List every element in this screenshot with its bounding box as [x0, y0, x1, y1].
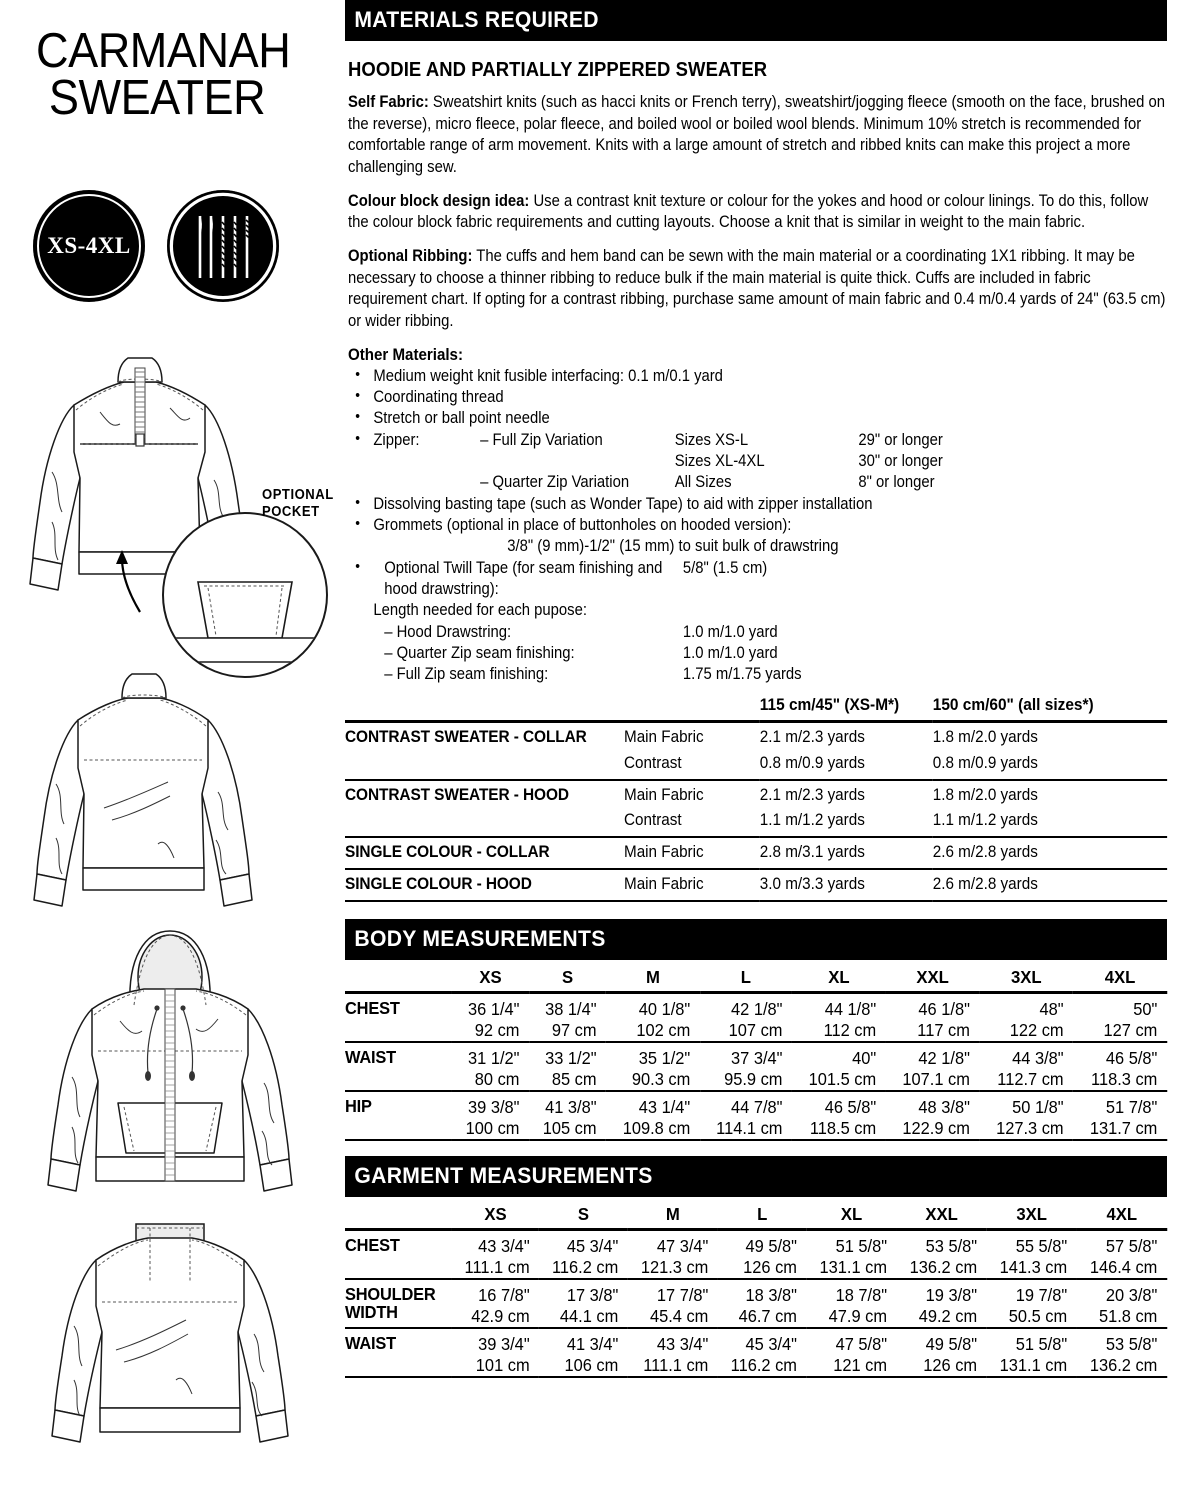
- content-column: [345, 0, 1167, 1383]
- section-subheading: HOODIE AND PARTIALLY ZIPPERED SWEATER: [348, 58, 768, 81]
- cm-value: 51.8 cm: [1098, 1305, 1158, 1326]
- body-cell: [1073, 1091, 1167, 1140]
- inch-value: 49 5/8": [745, 1235, 797, 1256]
- cm-value: 127 cm: [1103, 1019, 1158, 1040]
- hoodie-front-illustration: [0, 925, 340, 1205]
- size-range-badge: [33, 190, 145, 302]
- body-cell: [979, 1091, 1073, 1140]
- inch-value: 39 3/4": [478, 1333, 530, 1354]
- twill-purpose: – Full Zip seam finishing:: [384, 665, 549, 684]
- list-item: • Dissolving basting tape (such as Wonder Tape) to aid with zipper installation: [348, 494, 1170, 515]
- fabric-header-115: 115 cm/45" (XS-M*): [759, 695, 900, 715]
- twill-length-row: [373, 622, 1170, 643]
- body-size-header: S: [561, 966, 574, 987]
- body-cell: [700, 1091, 792, 1140]
- inch-value: 42 1/8": [731, 998, 783, 1019]
- other-materials-list: [348, 366, 1170, 686]
- fabric-header-kind: [624, 695, 760, 721]
- table-row: [345, 780, 1167, 811]
- cm-value: 114.1 cm: [716, 1117, 783, 1138]
- garment-size-header: 3XL: [1016, 1203, 1048, 1224]
- garment-cell: [628, 1328, 718, 1377]
- garment-cell: [539, 1279, 628, 1328]
- fabric-row-category: CONTRAST SWEATER - HOOD: [345, 780, 624, 837]
- cm-value: 126 cm: [743, 1256, 797, 1277]
- body-cell: [792, 1091, 886, 1140]
- fabric-cell-kind: Main Fabric: [624, 869, 760, 901]
- other-materials-heading: Other Materials:: [348, 344, 463, 364]
- body-size-header: XL: [828, 966, 850, 987]
- callout-line-1: OPTIONAL: [262, 487, 334, 503]
- inch-value: 55 5/8": [1015, 1235, 1068, 1256]
- fabric-cell-150: 2.6 m/2.8 yards: [933, 869, 1167, 901]
- inch-value: 42 1/8": [918, 1047, 970, 1068]
- optional-ribbing-label: Optional Ribbing:: [348, 246, 473, 265]
- twill-length-intro: Length needed for each pupose:: [373, 601, 587, 620]
- twill-length-row: [373, 664, 1170, 685]
- cm-value: 95.9 cm: [724, 1068, 783, 1089]
- body-cell: [886, 992, 980, 1041]
- body-measurements-table: [345, 962, 1167, 1146]
- list-item-grommets: [348, 515, 1170, 558]
- inch-value: 43 3/4": [656, 1333, 709, 1354]
- garment-cell: [897, 1279, 987, 1328]
- cm-value: 85 cm: [551, 1068, 597, 1089]
- cm-value: 45.4 cm: [649, 1305, 709, 1326]
- garment-cell: [539, 1229, 628, 1278]
- list-item: • Coordinating thread: [348, 387, 1170, 408]
- fabric-cell-kind: Contrast: [624, 754, 682, 773]
- table-row: [345, 722, 1167, 753]
- cm-value: 122 cm: [1009, 1019, 1064, 1040]
- cm-value: 100 cm: [465, 1117, 520, 1138]
- inch-value: 48": [1039, 998, 1064, 1019]
- cm-value: 109.8 cm: [622, 1117, 691, 1138]
- inch-value: 18 3/8": [745, 1284, 797, 1305]
- cm-value: 101.5 cm: [808, 1068, 877, 1089]
- garment-size-header: XS: [484, 1203, 507, 1224]
- inch-value: 39 3/8": [468, 1096, 520, 1117]
- table-row: [345, 1279, 1167, 1328]
- zipper-label-blank: [373, 451, 480, 472]
- inch-value: 43 1/4": [638, 1096, 691, 1117]
- garment-cell: [452, 1279, 539, 1328]
- inch-value: 44 7/8": [731, 1096, 783, 1117]
- inch-value: 38 1/4": [545, 998, 597, 1019]
- callout-line-2: POCKET: [262, 503, 320, 520]
- fabric-cell-115: 2.1 m/2.3 yards: [760, 722, 933, 753]
- table-row: [345, 1328, 1167, 1377]
- twill-tape-size: 5/8" (1.5 cm): [682, 558, 768, 577]
- garment-cell: [897, 1229, 987, 1278]
- inch-value: 50": [1133, 998, 1158, 1019]
- inch-value: 44 1/8": [824, 998, 877, 1019]
- body-cell: [452, 1042, 529, 1091]
- zipper-label: • Zipper:: [373, 430, 420, 449]
- inch-value: 57 5/8": [1105, 1235, 1158, 1256]
- cm-value: 112 cm: [823, 1019, 877, 1040]
- cm-value: 121.3 cm: [640, 1256, 709, 1277]
- fabric-cell-kind: Main Fabric: [624, 780, 760, 811]
- cm-value: 126 cm: [923, 1354, 978, 1375]
- brand-line-2: SWEATER: [48, 70, 266, 125]
- table-row: [345, 837, 1167, 869]
- body-size-header: 3XL: [1010, 966, 1042, 987]
- garment-row-label: CHEST: [345, 1229, 452, 1278]
- table-bottom-rule: [345, 901, 1167, 905]
- cm-value: 47.9 cm: [828, 1305, 888, 1326]
- inch-value: 17 3/8": [566, 1284, 619, 1305]
- paragraph-self-fabric: [348, 92, 1170, 179]
- body-size-blank: [345, 962, 452, 993]
- cm-value: 122.9 cm: [902, 1117, 970, 1138]
- table-header-row: [345, 962, 1167, 993]
- materials-required-header: MATERIALS REQUIRED: [345, 0, 1167, 41]
- fabric-header-blank: [345, 695, 624, 721]
- list-item-zipper: [348, 430, 1170, 494]
- inch-value: 45 3/4": [566, 1235, 619, 1256]
- garment-cell: [628, 1229, 718, 1278]
- table-row: [345, 869, 1167, 901]
- fabric-row-category: CONTRAST SWEATER - COLLAR: [345, 722, 624, 780]
- optional-pocket-callout: [262, 487, 334, 520]
- table-header-row: [345, 1199, 1167, 1230]
- inch-value: 17 7/8": [656, 1284, 709, 1305]
- garment-size-blank: [345, 1199, 452, 1230]
- brand-line-1: CARMANAH: [36, 24, 291, 78]
- self-fabric-label: Self Fabric:: [348, 93, 429, 111]
- grommets-label: • Grommets (optional in place of buttonholes on hooded version):: [373, 515, 792, 534]
- inch-value: 19 3/8": [925, 1284, 978, 1305]
- body-measurements-bar-wrap: [345, 919, 1167, 960]
- body-cell: [1073, 1042, 1167, 1091]
- inch-value: 31 1/2": [468, 1047, 520, 1068]
- inch-value: 45 3/4": [745, 1333, 797, 1354]
- body-cell: [606, 1042, 700, 1091]
- full-zipper-detail: [165, 989, 175, 1181]
- garment-size-header: XL: [840, 1203, 863, 1224]
- body-cell: [792, 992, 886, 1041]
- twill-purpose: – Hood Drawstring:: [384, 622, 512, 641]
- garment-cell: [718, 1279, 807, 1328]
- cm-value: 102 cm: [636, 1019, 691, 1040]
- fabric-cell-150: 1.8 m/2.0 yards: [933, 780, 1167, 811]
- cm-value: 112.7 cm: [997, 1068, 1064, 1089]
- cm-value: 131.7 cm: [1089, 1117, 1158, 1138]
- body-cell: [452, 1091, 529, 1140]
- garment-size-header: L: [757, 1203, 768, 1224]
- cm-value: 116.2 cm: [730, 1354, 797, 1375]
- inch-value: 41 3/8": [545, 1096, 597, 1117]
- garment-cell: [1077, 1279, 1167, 1328]
- inch-value: 50 1/8": [1012, 1096, 1064, 1117]
- cm-value: 44.1 cm: [559, 1305, 619, 1326]
- cm-value: 80 cm: [474, 1068, 520, 1089]
- cm-value: 90.3 cm: [631, 1068, 691, 1089]
- zipper-sizes: All Sizes: [674, 473, 732, 492]
- table-row: [345, 1042, 1167, 1091]
- inch-value: 51 5/8": [835, 1235, 888, 1256]
- cm-value: 50.5 cm: [1008, 1305, 1068, 1326]
- twill-length-row: [373, 643, 1170, 664]
- zipper-variation: [480, 451, 675, 472]
- size-range-label: XS-4XL: [47, 233, 131, 258]
- twill-value: 1.0 m/1.0 yard: [682, 622, 778, 641]
- body-cell: [700, 992, 792, 1041]
- inch-value: 49 5/8": [925, 1333, 978, 1354]
- body-cell: [529, 1091, 606, 1140]
- table-row: [345, 992, 1167, 1041]
- garment-cell: [897, 1328, 987, 1377]
- paragraph-optional-ribbing: [348, 246, 1170, 333]
- inch-value: 41 3/4": [566, 1333, 619, 1354]
- zipper-sizes: Sizes XL-4XL: [674, 451, 765, 470]
- list-item: • Stretch or ball point needle: [348, 408, 1170, 429]
- cm-value: 42.9 cm: [471, 1305, 530, 1326]
- body-cell: [606, 1091, 700, 1140]
- garment-cell: [452, 1328, 539, 1377]
- fabric-cell-115: 2.1 m/2.3 yards: [760, 780, 933, 811]
- inch-value: 46 5/8": [824, 1096, 877, 1117]
- fabric-header-150: 150 cm/60" (all sizes*): [932, 695, 1094, 715]
- garment-cell: [987, 1229, 1077, 1278]
- table-bottom-rule: [345, 1377, 1167, 1383]
- body-row-label: HIP: [345, 1091, 452, 1140]
- self-fabric-text: Sweatshirt knits (such as hacci knits or French terry), sweatshirt/jogging fleece (smooth on the face, brushed on the reverse), micro fleece, polar fleece, and boiled wool or boiled wool blends. Minimum 10% stretch is recommended for comfortable range of arm movement. Knits with a large amount of stretch and ribbed knits can make this project a more challenging sew.: [348, 93, 1166, 176]
- inch-value: 46 5/8": [1105, 1047, 1158, 1068]
- twill-tape-label: • Optional Twill Tape (for seam finishing and hood drawstring):: [384, 558, 663, 598]
- garment-cell: [807, 1328, 897, 1377]
- cm-value: 92 cm: [474, 1019, 520, 1040]
- inch-value: 53 5/8": [1105, 1333, 1158, 1354]
- inch-value: 20 3/8": [1105, 1284, 1158, 1305]
- fabric-cell-kind: Main Fabric: [624, 722, 760, 753]
- fabric-cell-150: 1.8 m/2.0 yards: [933, 722, 1167, 753]
- body-cell: [886, 1042, 980, 1091]
- cm-value: 141.3 cm: [999, 1256, 1068, 1277]
- colour-block-text: Use a contrast knit texture or colour for the yokes and hood or colour linings. To do this, follow the colour block fabric requirements and cutting layouts. Choose a knit that is similar in weight to the main fabric.: [348, 191, 1149, 232]
- cm-value: 118.3 cm: [1091, 1068, 1158, 1089]
- body-cell: [529, 992, 606, 1041]
- garment-cell: [628, 1279, 718, 1328]
- twill-tape-head: [373, 558, 1170, 601]
- left-illustration-column: [0, 0, 340, 1500]
- hoodie-back-illustration: [0, 1210, 340, 1470]
- cm-value: 131.1 cm: [999, 1354, 1068, 1375]
- zipper-variation: – Quarter Zip Variation: [480, 473, 630, 492]
- garment-size-header: S: [577, 1203, 590, 1224]
- inch-value: 16 7/8": [478, 1284, 530, 1305]
- garment-cell: [718, 1229, 807, 1278]
- inch-value: 35 1/2": [638, 1047, 691, 1068]
- colour-block-label: Colour block design idea:: [348, 191, 530, 210]
- page-title: [36, 24, 312, 125]
- zipper-length: 29" or longer: [858, 430, 943, 449]
- cm-value: 136.2 cm: [1089, 1354, 1158, 1375]
- cm-value: 107 cm: [728, 1019, 783, 1040]
- garment-row-label: SHOULDER WIDTH: [345, 1279, 452, 1328]
- cm-value: 131.1 cm: [819, 1256, 888, 1277]
- cm-value: 111.1 cm: [464, 1256, 530, 1277]
- twill-value: 1.75 m/1.75 yards: [682, 665, 802, 684]
- table-header-row: [345, 695, 1167, 721]
- fabric-requirements-table: [345, 695, 1167, 904]
- fabric-row-category: SINGLE COLOUR - HOOD: [345, 869, 624, 901]
- body-row-label: CHEST: [345, 992, 452, 1041]
- garment-size-header: M: [665, 1203, 680, 1224]
- cm-value: 127.3 cm: [996, 1117, 1064, 1138]
- sweater-back-illustration: [0, 672, 340, 932]
- needles-badge: [167, 190, 279, 302]
- zipper-label-blank: [373, 472, 480, 493]
- fabric-row-category: SINGLE COLOUR - COLLAR: [345, 837, 624, 869]
- grommets-detail: 3/8" (9 mm)-1/2" (15 mm) to suit bulk of drawstring: [507, 537, 839, 556]
- table-row: [345, 1091, 1167, 1140]
- body-size-header: XXL: [916, 966, 949, 987]
- cm-value: 136.2 cm: [909, 1256, 978, 1277]
- garment-cell: [987, 1279, 1077, 1328]
- paragraph-colour-block: [348, 191, 1170, 234]
- cm-value: 49.2 cm: [918, 1305, 978, 1326]
- body-cell: [792, 1042, 886, 1091]
- inch-value: 19 7/8": [1015, 1284, 1068, 1305]
- body-measurements-header: BODY MEASUREMENTS: [345, 919, 1167, 960]
- optional-ribbing-text: The cuffs and hem band can be sewn with the main material or a coordinating 1X1 ribbing. It may be necessary to choose a thinner ribbing to reduce bulk if the main material is quite thick. Cuffs are included in fabric requirement chart. If opting for a contrast ribbing, purchase same amount of main fabric and 0.4 m/0.4 yards of 24" (63.5 cm) or wider ribbing.: [348, 246, 1166, 330]
- garment-row-label: WAIST: [345, 1328, 452, 1377]
- cm-value: 106 cm: [564, 1354, 619, 1375]
- zipper-length: 8" or longer: [858, 473, 935, 492]
- fabric-cell-115: 3.0 m/3.3 yards: [760, 869, 933, 901]
- inch-value: 47 3/4": [656, 1235, 709, 1256]
- garment-cell: [987, 1328, 1077, 1377]
- fabric-cell-115: 2.8 m/3.1 yards: [760, 837, 933, 869]
- garment-measurements-bar-wrap: [345, 1156, 1167, 1197]
- cm-value: 97 cm: [551, 1019, 597, 1040]
- zipper-detail: [135, 368, 145, 446]
- cm-value: 46.7 cm: [738, 1305, 797, 1326]
- pocket-detail-magnifier: [160, 510, 330, 680]
- garment-size-header: 4XL: [1106, 1203, 1138, 1224]
- garment-cell: [807, 1229, 897, 1278]
- inch-value: 53 5/8": [925, 1235, 978, 1256]
- garment-cell: [539, 1328, 628, 1377]
- zipper-length: 30" or longer: [858, 451, 943, 470]
- inch-value: 37 3/4": [731, 1047, 783, 1068]
- badge-group: [33, 190, 279, 302]
- zipper-variation: – Full Zip Variation: [480, 430, 603, 449]
- cm-value: 116.2 cm: [551, 1256, 619, 1277]
- inch-value: 51 7/8": [1105, 1096, 1158, 1117]
- cm-value: 146.4 cm: [1089, 1256, 1158, 1277]
- zipper-sizes: Sizes XS-L: [674, 430, 749, 449]
- inch-value: 40 1/8": [638, 998, 691, 1019]
- body-cell: [886, 1091, 980, 1140]
- inch-value: 44 3/8": [1012, 1047, 1064, 1068]
- cm-value: 105 cm: [542, 1117, 597, 1138]
- inch-value: 47 5/8": [835, 1333, 888, 1354]
- garment-cell: [1077, 1229, 1167, 1278]
- fabric-cell-kind: Main Fabric: [624, 837, 760, 869]
- fabric-cell-150: 0.8 m/0.9 yards: [932, 754, 1038, 773]
- needles-icon: [167, 190, 279, 302]
- inch-value: 51 5/8": [1015, 1333, 1068, 1354]
- fabric-cell-115: 0.8 m/0.9 yards: [759, 754, 865, 773]
- garment-cell: [718, 1328, 807, 1377]
- cm-value: 121 cm: [833, 1354, 888, 1375]
- list-item-twill-tape: [348, 558, 1170, 686]
- body-cell: [606, 992, 700, 1041]
- body-cell: [979, 1042, 1073, 1091]
- body-cell: [1073, 992, 1167, 1041]
- garment-cell: [1077, 1328, 1167, 1377]
- zipper-table: [373, 430, 1170, 494]
- inch-value: 40": [852, 1047, 877, 1068]
- inch-value: 48 3/8": [918, 1096, 970, 1117]
- inch-value: 43 3/4": [478, 1235, 530, 1256]
- inch-value: 46 1/8": [918, 998, 970, 1019]
- cm-value: 107.1 cm: [902, 1068, 970, 1089]
- fabric-cell-kind: Contrast: [624, 811, 682, 830]
- twill-purpose: – Quarter Zip seam finishing:: [384, 643, 575, 662]
- body-row-label: WAIST: [345, 1042, 452, 1091]
- table-bottom-rule: [345, 1140, 1167, 1146]
- inch-value: 36 1/4": [468, 998, 520, 1019]
- body-cell: [529, 1042, 606, 1091]
- fabric-cell-150: 2.6 m/2.8 yards: [933, 837, 1167, 869]
- list-item: • Medium weight knit fusible interfacing: 0.1 m/0.1 yard: [348, 366, 1170, 387]
- garment-cell: [452, 1229, 539, 1278]
- body-cell: [979, 992, 1073, 1041]
- body-size-header: 4XL: [1104, 966, 1136, 987]
- body-size-header: XS: [479, 966, 502, 987]
- garment-measurements-table: [345, 1199, 1167, 1383]
- garment-measurements-header: GARMENT MEASUREMENTS: [345, 1156, 1167, 1197]
- materials-bar-wrap: [345, 0, 1167, 41]
- cm-value: 111.1 cm: [643, 1354, 709, 1375]
- body-cell: [452, 992, 529, 1041]
- fabric-cell-115: 1.1 m/1.2 yards: [759, 811, 865, 830]
- inch-value: 33 1/2": [545, 1047, 597, 1068]
- table-row: [345, 1229, 1167, 1278]
- cm-value: 101 cm: [475, 1354, 530, 1375]
- body-size-header: L: [740, 966, 752, 987]
- garment-cell: [807, 1279, 897, 1328]
- body-size-header: M: [645, 966, 660, 987]
- twill-value: 1.0 m/1.0 yard: [682, 643, 778, 662]
- cm-value: 117 cm: [917, 1019, 970, 1040]
- inch-value: 18 7/8": [835, 1284, 888, 1305]
- body-cell: [700, 1042, 792, 1091]
- cm-value: 118.5 cm: [809, 1117, 877, 1138]
- fabric-cell-150: 1.1 m/1.2 yards: [932, 811, 1038, 830]
- garment-size-header: XXL: [925, 1203, 958, 1224]
